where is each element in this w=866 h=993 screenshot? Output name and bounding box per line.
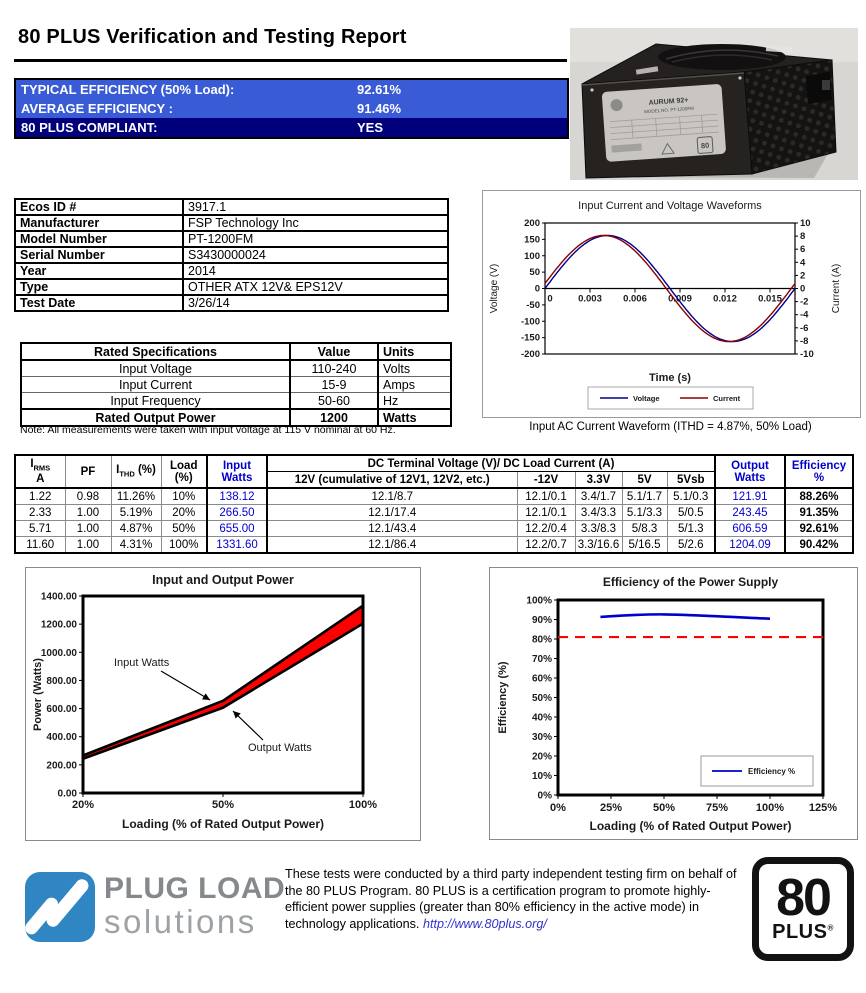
- info-label: Serial Number: [15, 247, 183, 263]
- info-label: Ecos ID #: [15, 199, 183, 215]
- specs-row: [21, 393, 451, 410]
- summary-row: [16, 80, 567, 99]
- header-5v: 5V: [622, 472, 667, 489]
- measurement-row: [15, 537, 853, 554]
- svg-text:10: 10: [800, 218, 811, 229]
- svg-text:-50: -50: [526, 299, 540, 311]
- measurement-cell: 12.2/0.7: [517, 537, 575, 554]
- svg-text:-10: -10: [800, 349, 814, 360]
- svg-text:50%: 50%: [531, 693, 552, 704]
- summary-table: [14, 78, 569, 139]
- specs-cell: 50-60: [290, 393, 378, 410]
- measurement-cell: 12.2/0.4: [517, 521, 575, 537]
- svg-text:Loading (% of Rated Output Pow: Loading (% of Rated Output Power): [589, 819, 792, 833]
- measurement-cell: 1204.09: [715, 537, 785, 554]
- specs-cell: 15-9: [290, 377, 378, 393]
- svg-text:100%: 100%: [348, 799, 378, 811]
- svg-text:400.00: 400.00: [46, 732, 77, 744]
- measurement-cell: 606.59: [715, 521, 785, 537]
- measurement-cell: 10%: [161, 488, 207, 505]
- waveform-caption: Input AC Current Waveform (ITHD = 4.87%, 50% Load): [529, 421, 812, 433]
- measurement-cell: 3.3/8.3: [575, 521, 622, 537]
- measurement-row: [15, 488, 853, 505]
- svg-text:1000.00: 1000.00: [40, 647, 77, 659]
- svg-text:0%: 0%: [550, 802, 566, 814]
- header-neg12v: -12V: [517, 472, 575, 489]
- svg-text:Current (A): Current (A): [831, 263, 842, 314]
- product-info-table: [14, 198, 449, 312]
- svg-text:2: 2: [800, 270, 806, 282]
- svg-text:0: 0: [534, 283, 540, 295]
- info-label: Model Number: [15, 231, 183, 247]
- svg-text:200: 200: [524, 218, 540, 229]
- title-underline: [14, 59, 567, 62]
- info-label: Type: [15, 279, 183, 295]
- measurement-cell: 138.12: [207, 488, 267, 505]
- measurement-cell: 0.98: [65, 488, 111, 505]
- specs-header-units: Units: [378, 343, 451, 360]
- measurement-cell: 50%: [161, 521, 207, 537]
- svg-text:0.009: 0.009: [668, 293, 692, 305]
- measurement-cell: 1.00: [65, 521, 111, 537]
- svg-text:100%: 100%: [526, 595, 552, 607]
- svg-text:Input and Output Power: Input and Output Power: [152, 573, 294, 587]
- measurement-cell: 2.33: [15, 505, 65, 521]
- measurement-cell: 12.1/86.4: [267, 537, 517, 554]
- svg-text:100%: 100%: [755, 802, 785, 814]
- svg-text:75%: 75%: [705, 802, 729, 814]
- plug-load-solutions-icon: [25, 872, 95, 942]
- svg-text:10%: 10%: [531, 771, 552, 782]
- measurement-cell: 5/16.5: [622, 537, 667, 554]
- specs-cell: Amps: [378, 377, 451, 393]
- specs-header-value: Value: [290, 343, 378, 360]
- header-output-watts: Output Watts: [715, 455, 785, 488]
- header-irms: $I_{RMS}$ A: [15, 455, 65, 488]
- measurement-cell: 12.1/0.1: [517, 505, 575, 521]
- info-row: [15, 231, 448, 247]
- summary-label: TYPICAL EFFICIENCY (50% Load):: [21, 82, 235, 97]
- measurement-table: [14, 454, 854, 554]
- info-row: [15, 247, 448, 263]
- measurement-cell: 11.60: [15, 537, 65, 554]
- measurement-cell: 266.50: [207, 505, 267, 521]
- efficiency-chart: [489, 567, 858, 840]
- info-label: Year: [15, 263, 183, 279]
- specs-header-name: Rated Specifications: [21, 343, 290, 360]
- measurement-cell: 12.1/17.4: [267, 505, 517, 521]
- measurement-cell: 1331.60: [207, 537, 267, 554]
- svg-text:80%: 80%: [531, 634, 552, 646]
- svg-text:-200: -200: [520, 349, 540, 360]
- svg-text:50%: 50%: [652, 802, 676, 814]
- measurement-cell: 91.35%: [785, 505, 853, 521]
- svg-text:Voltage: Voltage: [633, 394, 660, 403]
- svg-text:Input Current and Voltage Wave: Input Current and Voltage Waveforms: [578, 200, 762, 212]
- info-value: OTHER ATX 12V& EPS12V: [183, 279, 448, 295]
- svg-text:40%: 40%: [531, 712, 552, 724]
- logo-solutions-text: solutions: [104, 903, 257, 940]
- svg-text:Loading (% of Rated Output Pow: Loading (% of Rated Output Power): [122, 817, 324, 831]
- measurement-cell: 4.87%: [111, 521, 161, 537]
- specs-cell: Volts: [378, 360, 451, 377]
- waveform-chart: [482, 190, 861, 418]
- product-photo: [570, 28, 858, 183]
- svg-text:Current: Current: [713, 394, 741, 403]
- svg-text:1400.00: 1400.00: [40, 591, 77, 603]
- svg-text:-100: -100: [520, 316, 540, 328]
- summary-row: [16, 99, 567, 118]
- info-row: [15, 263, 448, 279]
- svg-text:-150: -150: [520, 332, 540, 344]
- footer-description: [285, 866, 743, 933]
- svg-text:100: 100: [524, 250, 540, 262]
- header-pf: PF: [65, 455, 111, 488]
- header-dc-terminal: DC Terminal Voltage (V)/ DC Load Current (A): [267, 455, 715, 472]
- measurement-cell: 20%: [161, 505, 207, 521]
- summary-value: 92.61%: [357, 82, 402, 97]
- svg-text:8: 8: [800, 231, 806, 243]
- svg-text:0.012: 0.012: [713, 293, 737, 305]
- rated-specs-table: [20, 342, 452, 427]
- summary-label: AVERAGE EFFICIENCY :: [21, 101, 173, 116]
- summary-value: YES: [357, 120, 384, 135]
- summary-value: 91.46%: [357, 101, 402, 116]
- svg-text:4: 4: [800, 257, 806, 269]
- svg-text:1200.00: 1200.00: [40, 619, 77, 631]
- svg-text:Efficiency of the Power Supply: Efficiency of the Power Supply: [602, 575, 779, 589]
- specs-cell: Hz: [378, 393, 451, 410]
- specs-cell: Input Current: [21, 377, 290, 393]
- measurement-cell: 655.00: [207, 521, 267, 537]
- info-value: S3430000024: [183, 247, 448, 263]
- measurement-cell: 12.1/0.1: [517, 488, 575, 505]
- svg-text:Time (s): Time (s): [649, 372, 691, 384]
- svg-text:20%: 20%: [531, 751, 552, 763]
- specs-row: [21, 360, 451, 377]
- info-value: PT-1200FM: [183, 231, 448, 247]
- specs-cell: Input Voltage: [21, 360, 290, 377]
- measurement-cell: 5/1.3: [667, 521, 715, 537]
- info-row: [15, 215, 448, 231]
- specs-cell: 110-240: [290, 360, 378, 377]
- specs-cell: 1200: [290, 409, 378, 426]
- measurement-cell: 5.1/0.3: [667, 488, 715, 505]
- measurement-cell: 90.42%: [785, 537, 853, 554]
- summary-row: [16, 118, 567, 137]
- badge-number: 80: [776, 869, 830, 928]
- measurement-cell: 12.1/43.4: [267, 521, 517, 537]
- badge-word: PLUS®: [772, 920, 834, 943]
- specs-cell: Rated Output Power: [21, 409, 290, 426]
- measurement-cell: 1.00: [65, 505, 111, 521]
- svg-text:70%: 70%: [531, 654, 552, 665]
- specs-cell: Input Frequency: [21, 393, 290, 410]
- measurement-cell: 12.1/8.7: [267, 488, 517, 505]
- measurement-cell: 5/0.5: [667, 505, 715, 521]
- measurement-cell: 3.4/1.7: [575, 488, 622, 505]
- measurement-cell: 4.31%: [111, 537, 161, 554]
- measurement-cell: 5.1/1.7: [622, 488, 667, 505]
- svg-text:600.00: 600.00: [46, 704, 77, 716]
- svg-text:150: 150: [524, 234, 540, 246]
- measurement-cell: 92.61%: [785, 521, 853, 537]
- measurement-cell: 5/8.3: [622, 521, 667, 537]
- svg-text:50%: 50%: [211, 799, 235, 811]
- header-3v3: 3.3V: [575, 472, 622, 489]
- info-value: FSP Technology Inc: [183, 215, 448, 231]
- header-input-watts: Input Watts: [207, 455, 267, 488]
- header-efficiency: Efficiency %: [785, 455, 853, 488]
- summary-label: 80 PLUS COMPLIANT:: [21, 120, 158, 135]
- svg-text:-4: -4: [800, 309, 809, 321]
- svg-text:90%: 90%: [531, 615, 552, 626]
- measurement-cell: 3.3/16.6: [575, 537, 622, 554]
- svg-text:125%: 125%: [808, 802, 838, 814]
- svg-text:Power (Watts): Power (Watts): [32, 658, 44, 731]
- measurement-cell: 1.00: [65, 537, 111, 554]
- psu-label-title: AURUM 92+: [648, 97, 689, 107]
- svg-text:0: 0: [800, 283, 806, 295]
- page-title: 80 PLUS Verification and Testing Report: [18, 26, 407, 48]
- svg-text:0.015: 0.015: [758, 293, 782, 305]
- svg-text:Output Watts: Output Watts: [248, 742, 312, 754]
- svg-text:Voltage (V): Voltage (V): [489, 263, 500, 314]
- specs-cell: Watts: [378, 409, 451, 426]
- header-12v: 12V (cumulative of 12V1, 12V2, etc.): [267, 472, 517, 489]
- measurement-cell: 243.45: [715, 505, 785, 521]
- footer-link[interactable]: http://www.80plus.org/: [422, 917, 547, 932]
- measurement-cell: 5.71: [15, 521, 65, 537]
- info-row: [15, 199, 448, 215]
- svg-text:50: 50: [529, 267, 540, 279]
- svg-text:60%: 60%: [531, 673, 552, 685]
- svg-text:0%: 0%: [537, 790, 552, 802]
- info-label: Manufacturer: [15, 215, 183, 231]
- measurement-cell: 121.91: [715, 488, 785, 505]
- info-label: Test Date: [15, 295, 183, 311]
- measurement-row: [15, 505, 853, 521]
- svg-text:-2: -2: [800, 296, 809, 308]
- footer-text-body: These tests were conducted by a third party independent testing firm on behalf of the 80 PLUS Program. 80 PLUS is a certification program to promote highly-efficient power supplies (greater than 80% efficiency in the active mode) in technology applications.: [285, 867, 737, 932]
- measurement-cell: 1.22: [15, 488, 65, 505]
- logo-plug-load-text: PLUG LOAD: [104, 872, 286, 905]
- svg-text:25%: 25%: [599, 802, 623, 814]
- psu-label-badge: 80: [700, 140, 710, 151]
- svg-text:-6: -6: [800, 322, 809, 334]
- svg-text:0.003: 0.003: [578, 293, 602, 305]
- info-row: [15, 279, 448, 295]
- svg-text:20%: 20%: [71, 799, 95, 811]
- svg-text:0.00: 0.00: [57, 788, 77, 800]
- header-load: Load (%): [161, 455, 207, 488]
- svg-text:Efficiency %: Efficiency %: [748, 767, 796, 776]
- header-ithd: $I_{THD}$ (%): [111, 455, 161, 488]
- svg-text:Efficiency (%): Efficiency (%): [497, 661, 509, 734]
- measurement-cell: 11.26%: [111, 488, 161, 505]
- header-5vsb: 5Vsb: [667, 472, 715, 489]
- svg-text:Input Watts: Input Watts: [114, 657, 170, 669]
- psu-label-model: MODEL NO. PT-1200FM: [643, 105, 695, 115]
- measurement-cell: 5.19%: [111, 505, 161, 521]
- info-value: 3917.1: [183, 199, 448, 215]
- measurement-note: Note: All measurements were taken with input voltage at 115 V nominal at 60 Hz.: [20, 424, 396, 436]
- svg-text:30%: 30%: [531, 732, 552, 743]
- measurement-cell: 3.4/3.3: [575, 505, 622, 521]
- power-chart: [25, 567, 421, 841]
- svg-text:0: 0: [547, 293, 553, 305]
- info-value: 3/26/14: [183, 295, 448, 311]
- measurement-cell: 5.1/3.3: [622, 505, 667, 521]
- measurement-header-row: [15, 455, 853, 472]
- measurement-cell: 100%: [161, 537, 207, 554]
- eighty-plus-badge: [752, 857, 854, 961]
- svg-text:200.00: 200.00: [46, 760, 77, 772]
- info-row: [15, 295, 448, 311]
- specs-row: [21, 377, 451, 393]
- svg-text:0.006: 0.006: [623, 293, 647, 305]
- measurement-row: [15, 521, 853, 537]
- svg-text:-8: -8: [800, 335, 809, 347]
- measurement-cell: 88.26%: [785, 488, 853, 505]
- svg-text:6: 6: [800, 244, 806, 256]
- info-value: 2014: [183, 263, 448, 279]
- svg-text:800.00: 800.00: [46, 675, 77, 687]
- measurement-cell: 5/2.6: [667, 537, 715, 554]
- psu-photo-graphic: [570, 28, 858, 183]
